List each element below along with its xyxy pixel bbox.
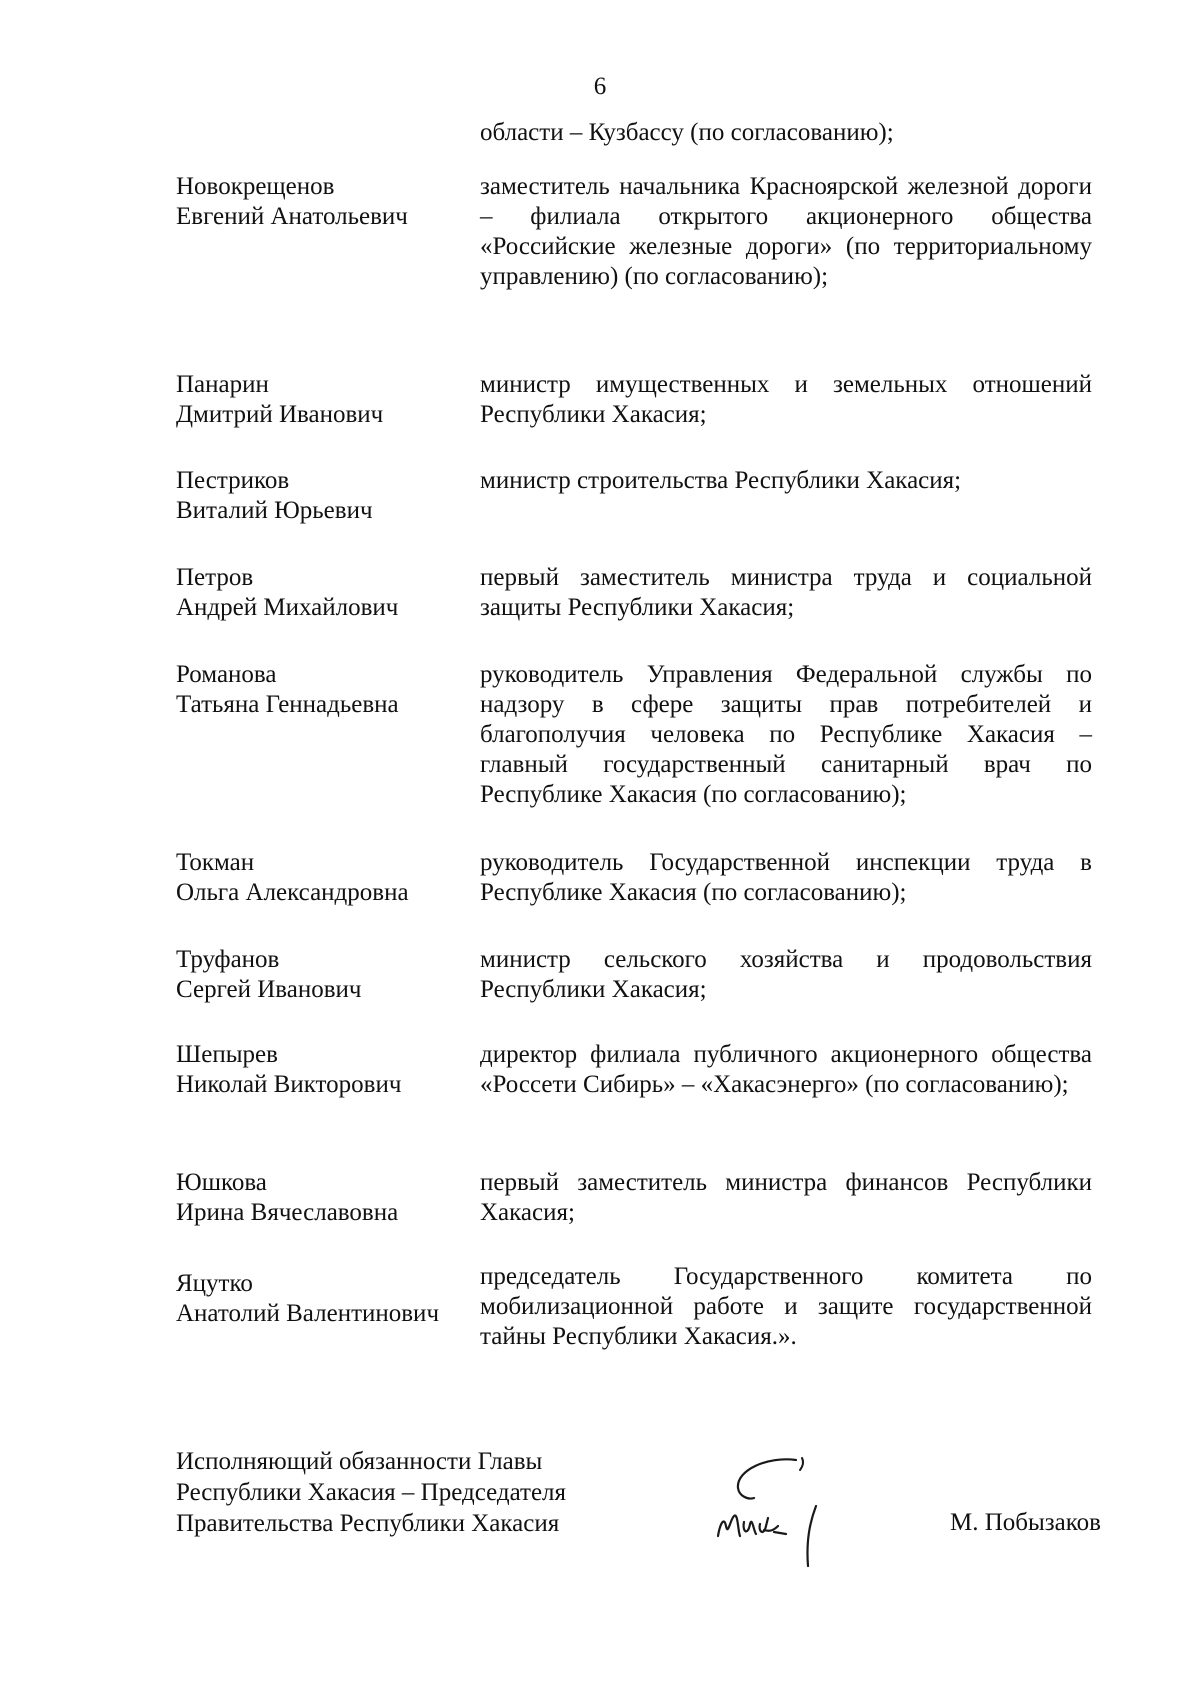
member-role: первый заместитель министра труда и социальной защиты Республики Хакасия; [480,564,1092,621]
continuation-text: области – Кузбассу (по согласованию); [480,119,894,146]
member-role: председатель Государственного комитета по мобилизационной работе и защите государственной тайны Республики Хакасия.». [480,1263,1092,1350]
member-given-name: Евгений Анатольевич [176,203,408,230]
member-given-name: Николай Викторович [176,1071,402,1098]
member-given-name: Ольга Александровна [176,879,409,906]
member-role: министр сельского хозяйства и продовольствия Республики Хакасия; [480,946,1092,1003]
member-surname: Яцутко [176,1270,253,1297]
member-name [176,848,466,908]
signer-name: М. Побызаков [950,1509,1101,1536]
member-given-name: Дмитрий Иванович [176,401,384,428]
member-role: министр имущественных и земельных отношений Республики Хакасия; [480,371,1092,428]
member-surname: Пестриков [176,467,290,494]
signatory-title-line: Правительства Республики Хакасия [176,1510,560,1537]
member-surname: Романова [176,661,277,688]
signatory-title-line: Исполняющий обязанности Главы [176,1448,543,1475]
member-surname: Петров [176,564,254,591]
member-given-name: Анатолий Валентинович [176,1300,440,1327]
member-name [176,945,466,1005]
member-surname: Труфанов [176,946,280,973]
member-given-name: Сергей Иванович [176,976,362,1003]
member-given-name: Ирина Вячеславовна [176,1199,399,1226]
member-surname: Новокрещенов [176,173,335,200]
member-given-name: Виталий Юрьевич [176,497,373,524]
signatory-title [176,1446,636,1539]
member-role: заместитель начальника Красноярской железной дороги – филиала открытого акционерного общества «Российские железные дороги» (по территориальному управлению) (по согласованию); [480,173,1092,290]
member-name [176,370,466,430]
member-role: министр строительства Республики Хакасия; [480,467,962,494]
member-name [176,1262,466,1329]
page-number: 6 [593,73,607,100]
member-given-name: Андрей Михайлович [176,594,399,621]
member-role: руководитель Управления Федеральной службы по надзору в сфере защиты прав потребителей и благополучия человека по Республике Хакасия – главный государственный санитарный врач по Республике Хакасия (по согласованию); [480,661,1092,808]
signatory-title-line: Республики Хакасия – Председателя [176,1479,567,1506]
member-name [176,172,466,232]
member-role: первый заместитель министра финансов Республики Хакасия; [480,1169,1092,1226]
member-name [176,466,466,526]
member-surname: Токман [176,849,255,876]
member-given-name: Татьяна Геннадьевна [176,691,399,718]
member-role: руководитель Государственной инспекции труда в Республике Хакасия (по согласованию); [480,849,1092,906]
member-name [176,1168,466,1228]
member-role: директор филиала публичного акционерного общества «Россети Сибирь» – «Хакасэнерго» (по согласованию); [480,1041,1092,1098]
handwritten-signature [708,1440,868,1570]
member-surname: Панарин [176,371,269,398]
member-name [176,1040,466,1100]
member-surname: Юшкова [176,1169,267,1196]
member-name [176,563,466,623]
member-name [176,660,466,720]
member-surname: Шепырев [176,1041,278,1068]
